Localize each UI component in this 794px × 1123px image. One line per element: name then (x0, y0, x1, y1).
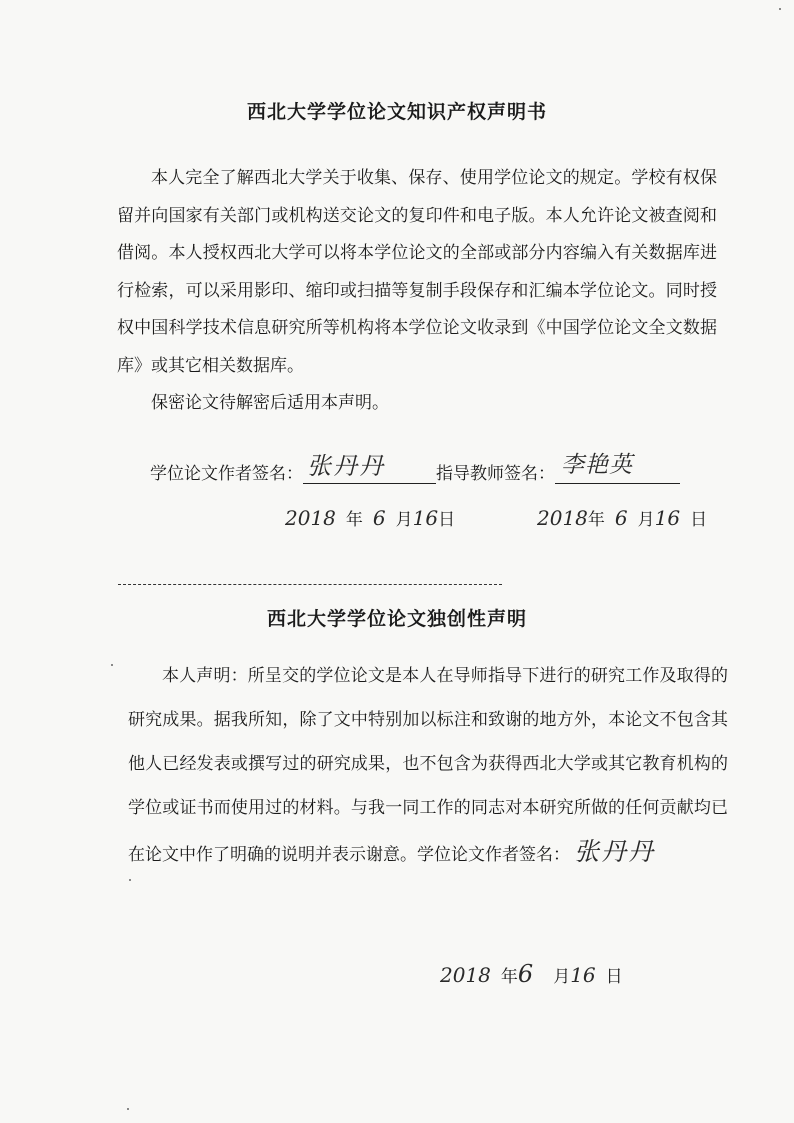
ip-statement-title: 西北大学学位论文知识产权声明书 (246, 101, 547, 123)
author-date-year: 2018 (285, 506, 336, 530)
ip-signature-row (150, 452, 680, 484)
advisor-date-year-char: 年 (587, 510, 605, 530)
originality-date-month: 6 (517, 960, 534, 988)
originality-date-year: 2018 (440, 963, 491, 987)
advisor-signature-label: 指导教师签名： (436, 464, 555, 484)
advisor-date (537, 505, 707, 530)
author-signature-label: 学位论文作者签名： (150, 464, 303, 484)
originality-date-year-char: 年 (500, 967, 518, 987)
section-divider (118, 584, 502, 585)
advisor-date-year: 2018 (537, 506, 588, 530)
originality-author-handwritten-signature: 张丹丹 (574, 837, 656, 866)
advisor-signature-line (555, 452, 680, 484)
originality-statement-body (128, 654, 728, 877)
author-date-day-char: 日 (438, 510, 456, 530)
originality-date-day: 16 (570, 963, 596, 987)
scan-speck (127, 1108, 129, 1110)
author-date-month-char: 月 (395, 510, 413, 530)
originality-statement-paragraph (128, 654, 728, 877)
scan-speck (779, 8, 781, 10)
scan-speck (129, 879, 131, 881)
advisor-date-day: 16 (654, 506, 681, 530)
ip-statement-paragraph-1: 本人完全了解西北大学关于收集、保存、使用学位论文的规定。学校有权保留并向国家有关部门或机构送交论文的复印件和电子版。本人允许论文被查阅和借阅。本人授权西北大学可以将本学位论文的全部或部分内容编入有关数据库进行检索，可以采用影印、缩印或扫描等复制手段保存和汇编本学位论文。同时授权中国科学技术信息研究所等机构将本学位论文收录到《中国学位论文全文数据库》或其它相关数据库。 (117, 168, 717, 376)
originality-statement-text: 本人声明：所呈交的学位论文是本人在导师指导下进行的研究工作及取得的研究成果。据我所知，除了文中特别加以标注和致谢的地方外，本论文不包含其他人已经发表或撰写过的研究成果，也不包含为获得西北大学或其它教育机构的学位或证书而使用过的材料。与我一同工作的同志对本研究所做的任何贡献均已在论文中作了明确的说明并表示谢意。学位论文作者签名： (128, 666, 728, 865)
ip-statement-paragraph-2: 保密论文待解密后适用本声明。 (151, 393, 389, 413)
originality-date-month-char: 月 (553, 967, 571, 987)
advisor-date-month: 6 (614, 506, 628, 530)
ip-statement-body (117, 160, 717, 423)
originality-date-day-char: 日 (605, 967, 623, 987)
originality-statement-title: 西北大学学位论文独创性声明 (266, 608, 527, 630)
author-signature-line (303, 452, 436, 484)
author-date-day: 16 (412, 506, 439, 530)
advisor-date-day-char: 日 (690, 510, 708, 530)
author-date (285, 505, 455, 530)
author-date-month: 6 (372, 506, 386, 530)
scan-speck (111, 664, 113, 666)
advisor-date-month-char: 月 (637, 510, 655, 530)
originality-date (440, 960, 623, 988)
author-handwritten-signature: 张丹丹 (307, 452, 385, 480)
author-date-year-char: 年 (345, 510, 363, 530)
advisor-handwritten-signature: 李艳英 (561, 452, 633, 478)
